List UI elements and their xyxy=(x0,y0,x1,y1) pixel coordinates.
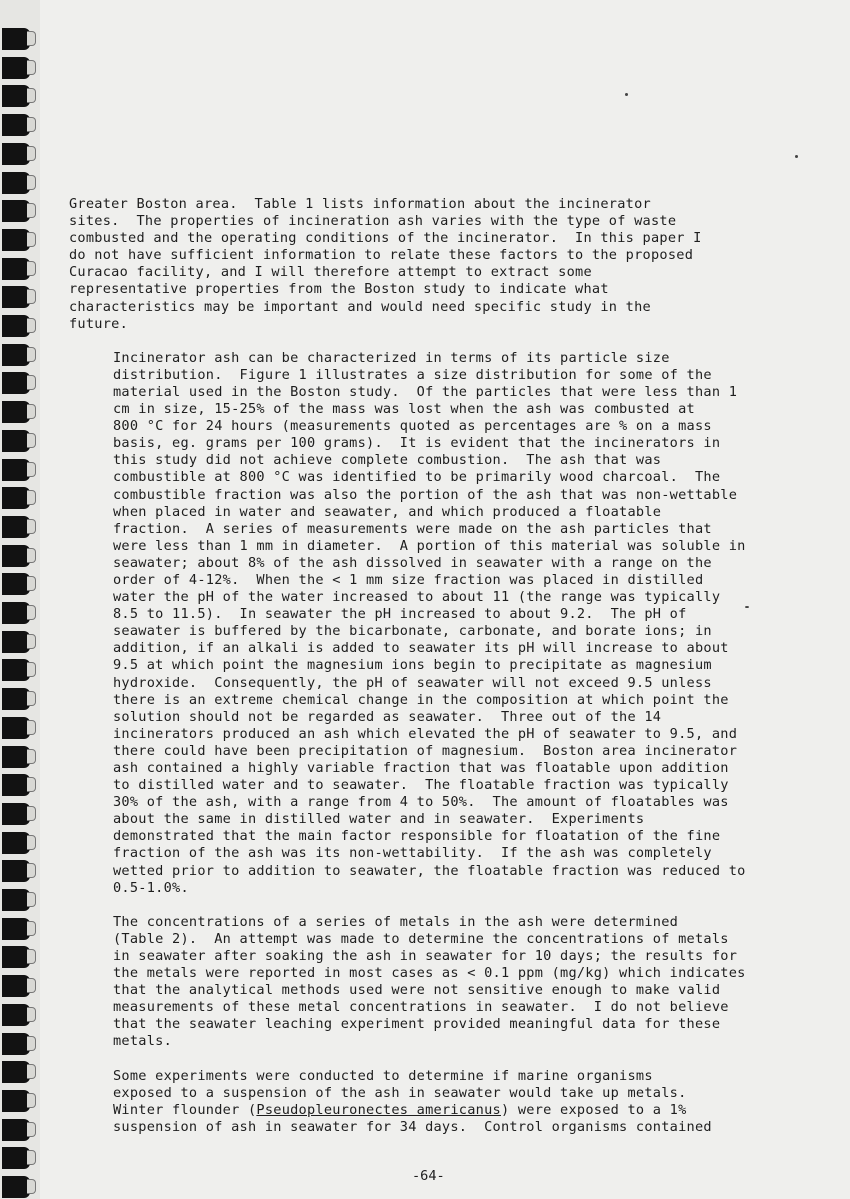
paper-speck xyxy=(625,93,628,96)
text-line: 8.5 to 11.5). In seawater the pH increased to about 9.2. The pH of xyxy=(113,606,687,623)
binding-ring xyxy=(2,860,30,882)
text-line: exposed to a suspension of the ash in seawater would take up metals. xyxy=(113,1084,687,1101)
text-line: when placed in water and seawater, and which produced a floatable xyxy=(113,503,662,520)
text-line: there is an extreme chemical change in the composition at which point the xyxy=(113,691,729,708)
text-line: that the analytical methods used were not sensitive enough to make valid xyxy=(113,982,721,999)
binding-ring xyxy=(2,516,30,538)
text-line: order of 4-12%. When the < 1 mm size fraction was placed in distilled xyxy=(113,571,704,588)
binding-ring xyxy=(2,946,30,968)
text-line: demonstrated that the main factor responsible for floatation of the fine xyxy=(113,828,721,845)
text-line: solution should not be regarded as seawater. Three out of the 14 xyxy=(113,708,662,725)
binding-ring xyxy=(2,28,30,50)
binding-ring xyxy=(2,746,30,768)
binding-ring xyxy=(2,114,30,136)
binding-ring xyxy=(2,1033,30,1055)
binding-ring xyxy=(2,229,30,251)
text-line: Some experiments were conducted to determine if marine organisms xyxy=(113,1067,653,1084)
text-line: 800 °C for 24 hours (measurements quoted as percentages are % on a mass xyxy=(113,418,712,435)
text-line: about the same in distilled water and in seawater. Experiments xyxy=(113,811,645,828)
text-line: Winter flounder (Pseudopleuronectes americanus) were exposed to a 1% xyxy=(113,1101,687,1118)
text-line: material used in the Boston study. Of the particles that were less than 1 xyxy=(113,383,738,400)
text-line: ash contained a highly variable fraction that was floatable upon addition xyxy=(113,760,729,776)
spiral-binding xyxy=(0,0,40,1199)
paper-speck xyxy=(795,155,798,158)
binding-ring xyxy=(2,401,30,423)
binding-ring xyxy=(2,430,30,452)
text-line: combusted and the operating conditions of the incinerator. In this paper I xyxy=(69,230,702,247)
binding-ring xyxy=(2,889,30,911)
text-line: basis, eg. grams per 100 grams). It is evident that the incinerators in xyxy=(113,435,721,452)
text-line: Incinerator ash can be characterized in terms of its particle size xyxy=(113,349,670,366)
binding-ring xyxy=(2,487,30,509)
paragraph xyxy=(69,196,749,333)
binding-ring xyxy=(2,258,30,280)
text-line: sites. The properties of incineration ash varies with the type of waste xyxy=(69,213,677,230)
binding-ring xyxy=(2,602,30,624)
binding-ring xyxy=(2,57,30,79)
text-line: characteristics may be important and would need specific study in the xyxy=(69,298,651,315)
text-line: in seawater after soaking the ash in seawater for 10 days; the results for xyxy=(113,947,738,964)
text-line: future. xyxy=(69,315,129,332)
text-line: representative properties from the Boston study to indicate what xyxy=(69,281,609,298)
page-number: -64- xyxy=(412,1168,445,1184)
text-line: addition, if an alkali is added to seawater its pH will increase to about xyxy=(113,640,729,657)
text-line: cm in size, 15-25% of the mass was lost when the ash was combusted at xyxy=(113,401,695,418)
text-line: that the seawater leaching experiment provided meaningful data for these xyxy=(113,1016,721,1033)
text-line: combustible at 800 °C was identified to be primarily wood charcoal. The xyxy=(113,469,721,486)
binding-ring xyxy=(2,372,30,394)
binding-ring xyxy=(2,774,30,796)
binding-ring xyxy=(2,1176,30,1198)
text-line: distribution. Figure 1 illustrates a size distribution for some of the xyxy=(113,366,712,383)
text-line: Curacao facility, and I will therefore attempt to extract some xyxy=(69,264,592,281)
binding-ring xyxy=(2,631,30,653)
text-line: 30% of the ash, with a range from 4 to 50%. The amount of floatables was xyxy=(113,794,729,811)
text-line: The concentrations of a series of metals in the ash were determined xyxy=(113,913,679,930)
binding-ring xyxy=(2,918,30,940)
binding-ring xyxy=(2,459,30,481)
text-line: fraction. A series of measurements were made on the ash particles that xyxy=(113,520,712,537)
text-line: fraction of the ash was its non-wettability. If the ash was completely xyxy=(113,845,712,862)
binding-ring xyxy=(2,688,30,710)
binding-ring xyxy=(2,143,30,165)
paragraph xyxy=(69,914,749,1051)
text-line: metals. xyxy=(113,1033,173,1050)
text-line: the metals were reported in most cases as < 0.1 ppm (mg/kg) which indicates xyxy=(113,965,746,982)
text-line: 0.5-1.0%. xyxy=(113,879,189,896)
binding-ring xyxy=(2,315,30,337)
binding-ring xyxy=(2,975,30,997)
text-line: this study did not achieve complete combustion. The ash that was xyxy=(113,452,662,469)
text-line: combustible fraction was also the portion of the ash that was non-wettable xyxy=(113,486,738,503)
species-name: Pseudopleuronectes americanus xyxy=(256,1101,501,1118)
binding-ring xyxy=(2,1004,30,1026)
paragraph xyxy=(69,1068,749,1136)
binding-ring xyxy=(2,344,30,366)
text-line: seawater; about 8% of the ash dissolved in seawater with a range on the xyxy=(113,554,712,571)
binding-ring xyxy=(2,1090,30,1112)
text-line: hydroxide. Consequently, the pH of seawater will not exceed 9.5 unless xyxy=(113,674,712,691)
binding-ring xyxy=(2,85,30,107)
paper-speck xyxy=(745,606,749,608)
text-line: seawater is buffered by the bicarbonate, carbonate, and borate ions; in xyxy=(113,623,712,640)
text-line: Greater Boston area. Table 1 lists information about the incinerator xyxy=(69,196,651,212)
text-line: (Table 2). An attempt was made to determine the concentrations of metals xyxy=(113,930,729,947)
binding-ring xyxy=(2,659,30,681)
text-line: do not have sufficient information to relate these factors to the proposed xyxy=(69,247,694,264)
text-line: there could have been precipitation of magnesium. Boston area incinerator xyxy=(113,742,738,759)
text-line: were less than 1 mm in diameter. A portion of this material was soluble in xyxy=(113,537,746,554)
text-line: to distilled water and to seawater. The floatable fraction was typically xyxy=(113,777,729,794)
text-line: 9.5 at which point the magnesium ions begin to precipitate as magnesium xyxy=(113,657,712,674)
document-body xyxy=(69,196,749,1153)
text-line: wetted prior to addition to seawater, the floatable fraction was reduced to xyxy=(113,862,746,879)
binding-ring xyxy=(2,286,30,308)
binding-ring xyxy=(2,172,30,194)
binding-ring xyxy=(2,1119,30,1141)
binding-ring xyxy=(2,717,30,739)
text-line: measurements of these metal concentrations in seawater. I do not believe xyxy=(113,999,729,1016)
binding-ring xyxy=(2,832,30,854)
text-line: incinerators produced an ash which elevated the pH of seawater to 9.5, and xyxy=(113,725,738,742)
binding-ring xyxy=(2,545,30,567)
text-line: suspension of ash in seawater for 34 days. Control organisms contained xyxy=(113,1118,712,1135)
binding-ring xyxy=(2,1147,30,1169)
binding-ring xyxy=(2,1061,30,1083)
binding-ring xyxy=(2,200,30,222)
text-line: water the pH of the water increased to about 11 (the range was typically xyxy=(113,589,721,606)
binding-ring xyxy=(2,803,30,825)
binding-ring xyxy=(2,573,30,595)
paragraph xyxy=(69,350,749,897)
